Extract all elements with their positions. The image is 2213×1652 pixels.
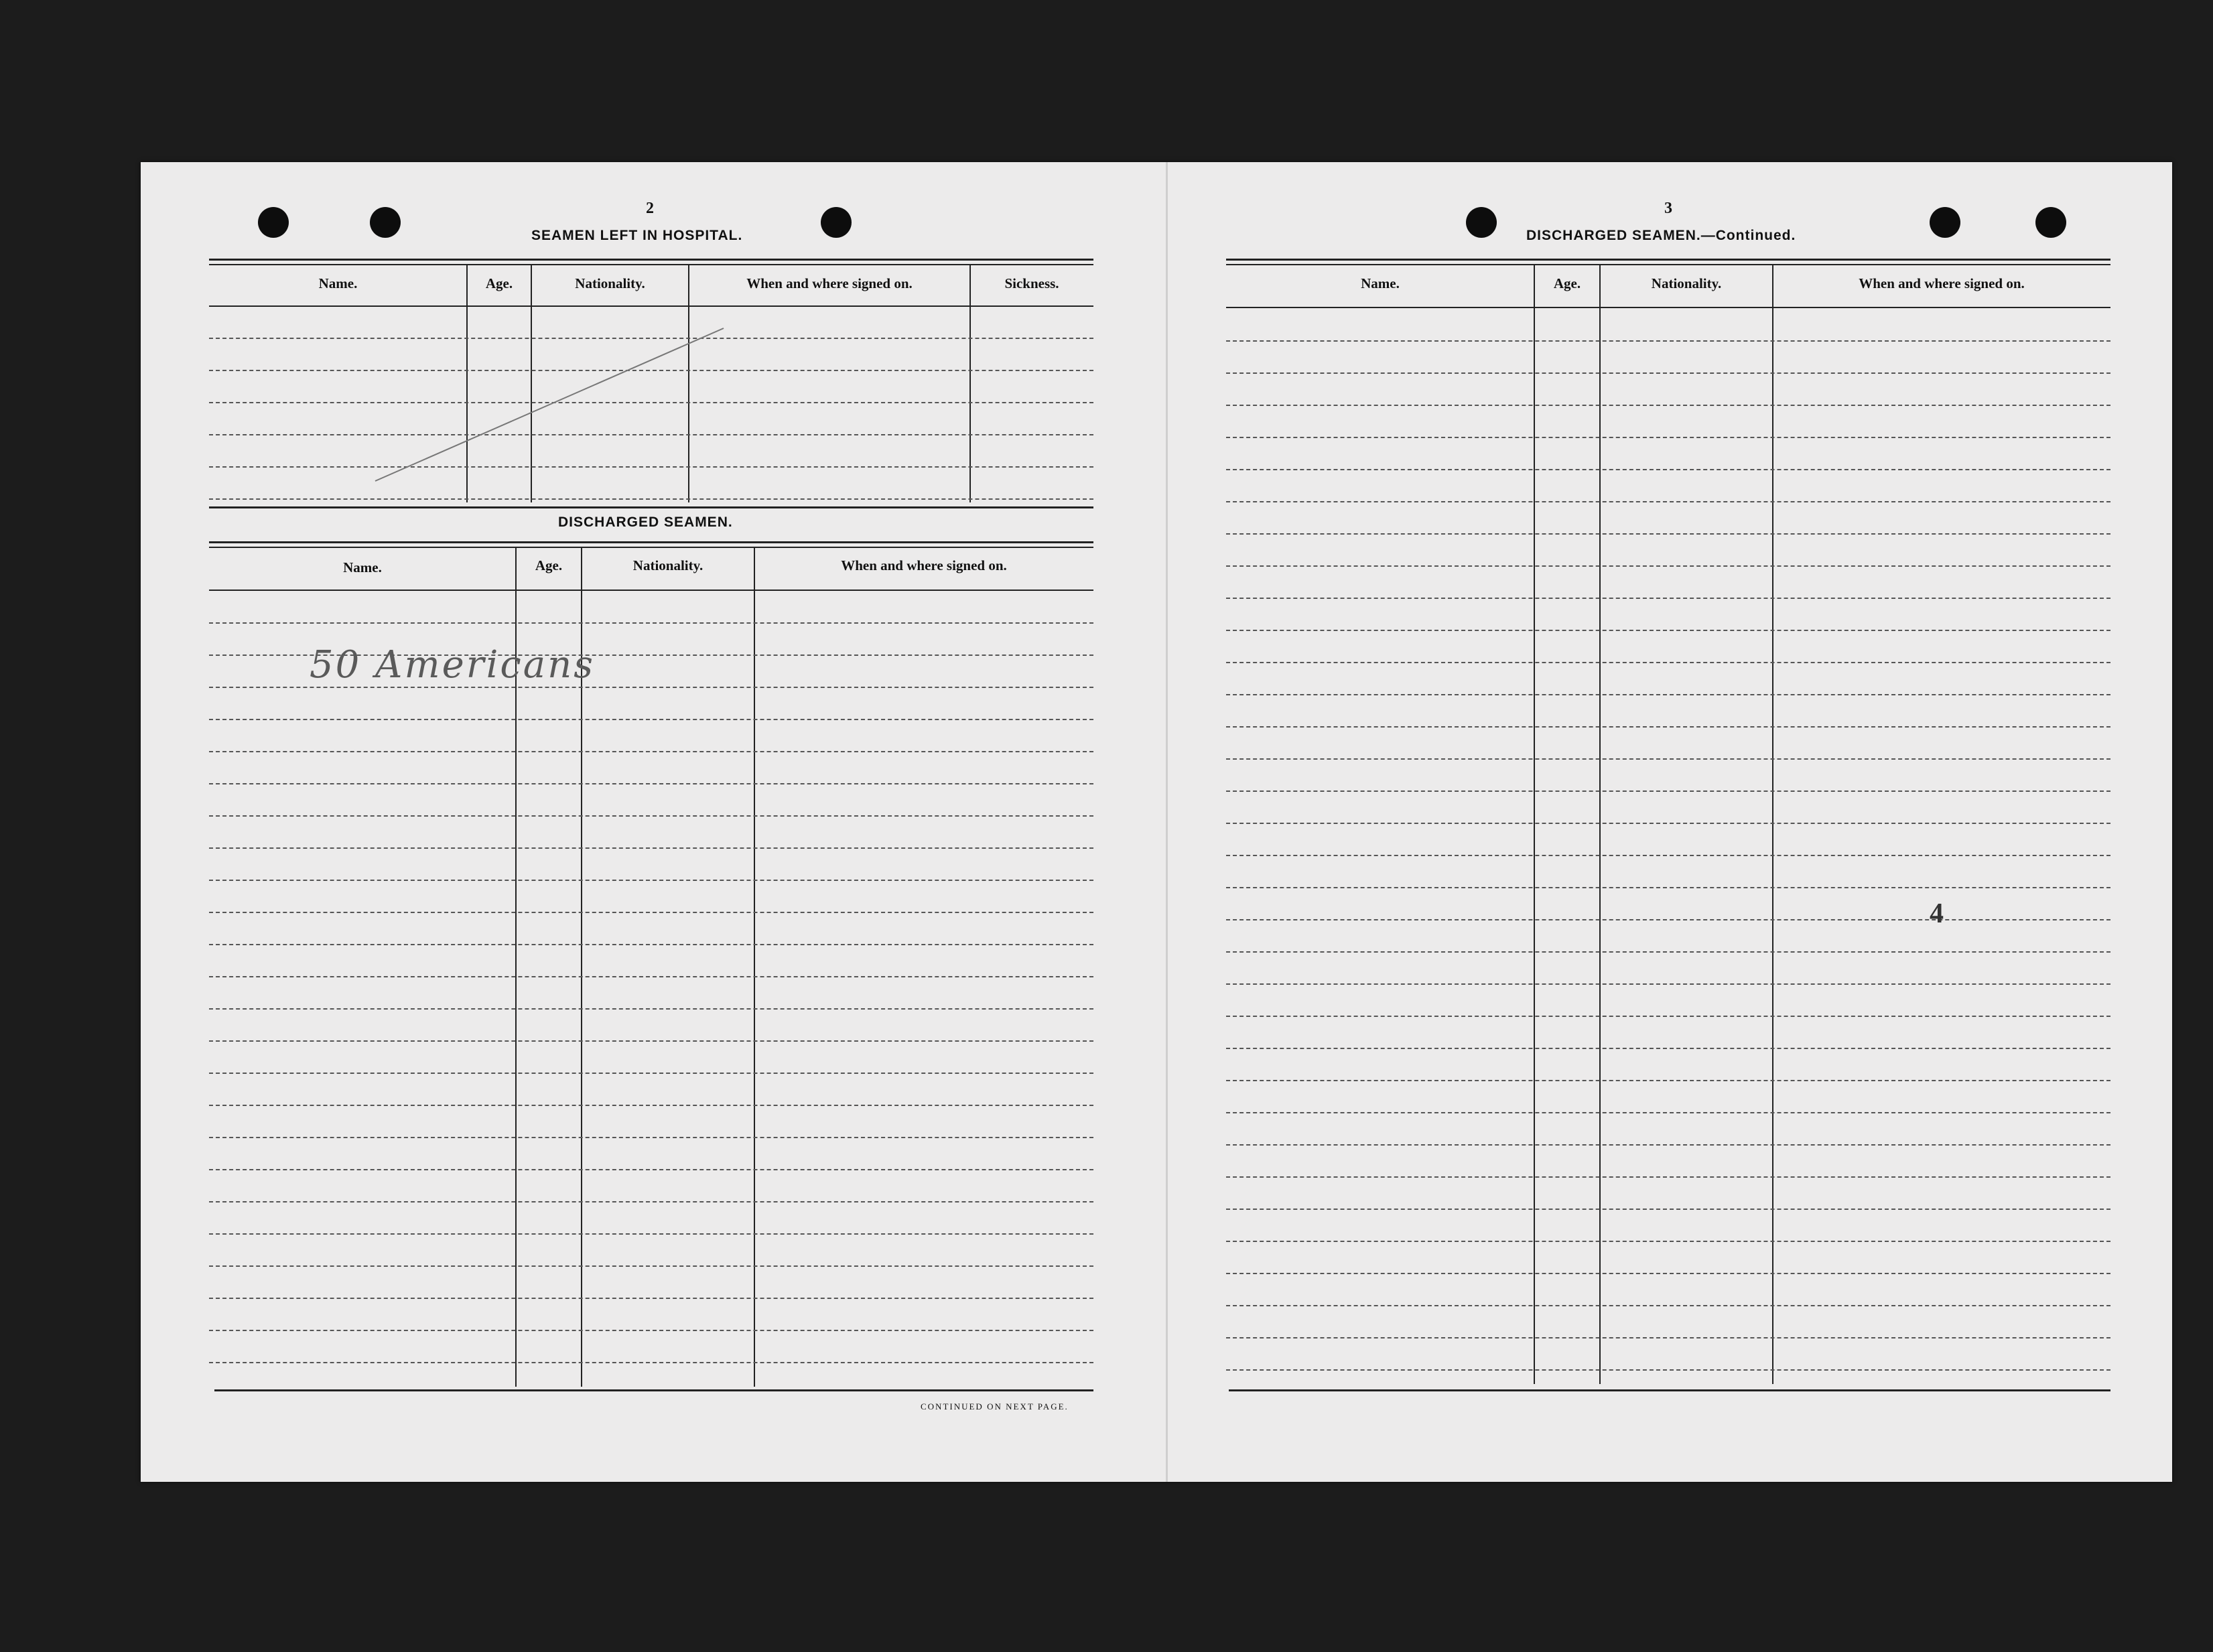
right-row-line <box>1226 1337 2110 1338</box>
right-col-divider <box>1534 264 1535 1384</box>
right-row-line <box>1226 1369 2110 1371</box>
discharged-row-line <box>209 1008 1093 1010</box>
discharged-row-line <box>209 1040 1093 1042</box>
hospital-col-name: Name. <box>318 275 358 291</box>
right-row-line <box>1226 1305 2110 1306</box>
discharged-section-title: DISCHARGED SEAMEN. <box>558 514 733 530</box>
right-page-number: 3 <box>1664 200 1672 217</box>
discharged-row-line <box>209 1201 1093 1202</box>
right-row-line <box>1226 1080 2110 1081</box>
left-page-number: 2 <box>646 200 654 217</box>
punch-hole <box>1930 207 1960 238</box>
discharged-row-line <box>209 1330 1093 1331</box>
continued-footer: CONTINUED ON NEXT PAGE. <box>921 1401 1069 1412</box>
right-row-line <box>1226 855 2110 856</box>
discharged-row-line <box>209 687 1093 688</box>
diagonal-cancel-stroke <box>362 315 737 489</box>
discharged-top-rule-2 <box>209 547 1093 548</box>
right-row-line <box>1226 565 2110 567</box>
hospital-bottom-rule <box>209 506 1093 508</box>
right-row-line <box>1226 598 2110 599</box>
discharged-row-line <box>209 976 1093 977</box>
page-fold <box>1166 162 1168 1482</box>
right-row-line <box>1226 1209 2110 1210</box>
right-row-line <box>1226 983 2110 985</box>
discharged-row-line <box>209 1265 1093 1267</box>
right-row-line <box>1226 372 2110 374</box>
discharged-bottom-rule <box>214 1389 1093 1391</box>
hospital-header-rule <box>209 305 1093 307</box>
hospital-top-rule <box>209 259 1093 261</box>
discharged-col-signed-on: When and where signed on. <box>841 557 1007 573</box>
right-col-age: Age. <box>1553 275 1581 291</box>
punch-hole <box>2035 207 2066 238</box>
discharged-row-line <box>209 944 1093 945</box>
right-top-rule-2 <box>1226 264 2110 265</box>
right-col-divider <box>1599 264 1601 1384</box>
handwritten-entry: 50 Americans <box>310 643 595 687</box>
right-row-line <box>1226 1112 2110 1113</box>
discharged-row-line <box>209 1362 1093 1363</box>
right-row-line <box>1226 726 2110 728</box>
right-row-line <box>1226 790 2110 792</box>
right-row-line <box>1226 1144 2110 1146</box>
discharged-header-rule <box>209 590 1093 591</box>
right-row-line <box>1226 630 2110 631</box>
right-row-line <box>1226 340 2110 342</box>
discharged-row-line <box>209 815 1093 817</box>
right-row-line <box>1226 1273 2110 1274</box>
discharged-row-line <box>209 1169 1093 1170</box>
right-row-line <box>1226 823 2110 824</box>
right-col-signed-on: When and where signed on. <box>1859 275 2025 291</box>
discharged-row-line <box>209 880 1093 881</box>
right-row-line <box>1226 1048 2110 1049</box>
punch-hole <box>821 207 852 238</box>
right-row-line <box>1226 1016 2110 1017</box>
discharged-row-line <box>209 622 1093 624</box>
right-row-line <box>1226 1241 2110 1242</box>
hospital-col-age: Age. <box>485 275 513 291</box>
discharged-row-line <box>209 1073 1093 1074</box>
discharged-row-line <box>209 847 1093 849</box>
right-row-line <box>1226 469 2110 470</box>
punch-hole <box>370 207 401 238</box>
hospital-section-title: SEAMEN LEFT IN HOSPITAL. <box>531 228 743 243</box>
right-row-line <box>1226 662 2110 663</box>
discharged-row-line <box>209 783 1093 784</box>
punch-hole <box>1466 207 1497 238</box>
punch-hole <box>258 207 289 238</box>
right-row-line <box>1226 437 2110 438</box>
right-col-divider <box>1772 264 1773 1384</box>
discharged-top-rule <box>209 541 1093 543</box>
hospital-col-nationality: Nationality. <box>575 275 645 291</box>
right-row-line <box>1226 501 2110 502</box>
right-top-rule <box>1226 259 2110 261</box>
right-row-line <box>1226 694 2110 695</box>
discharged-row-line <box>209 751 1093 752</box>
right-row-line <box>1226 1176 2110 1178</box>
right-row-line <box>1226 533 2110 535</box>
right-row-line <box>1226 887 2110 888</box>
stray-mark: 4 <box>1930 898 1944 929</box>
right-header-rule <box>1226 307 2110 308</box>
right-row-line <box>1226 951 2110 953</box>
discharged-row-line <box>209 1105 1093 1106</box>
discharged-col-name: Name. <box>343 559 382 575</box>
discharged-col-age: Age. <box>535 557 563 573</box>
right-row-line <box>1226 919 2110 920</box>
right-row-line <box>1226 405 2110 406</box>
continued-section-title: DISCHARGED SEAMEN.—Continued. <box>1526 228 1796 243</box>
hospital-row-line <box>209 498 1093 500</box>
hospital-col-signed-on: When and where signed on. <box>746 275 913 291</box>
discharged-col-nationality: Nationality. <box>632 557 703 573</box>
discharged-row-line <box>209 912 1093 913</box>
discharged-col-divider <box>754 547 755 1387</box>
discharged-row-line <box>209 1298 1093 1299</box>
hospital-col-sickness: Sickness. <box>1004 275 1059 291</box>
hospital-top-rule-2 <box>209 264 1093 265</box>
right-col-nationality: Nationality. <box>1651 275 1722 291</box>
discharged-row-line <box>209 719 1093 720</box>
discharged-row-line <box>209 1137 1093 1138</box>
right-col-name: Name. <box>1361 275 1400 291</box>
right-bottom-rule <box>1229 1389 2110 1391</box>
right-row-line <box>1226 758 2110 760</box>
discharged-row-line <box>209 1233 1093 1235</box>
